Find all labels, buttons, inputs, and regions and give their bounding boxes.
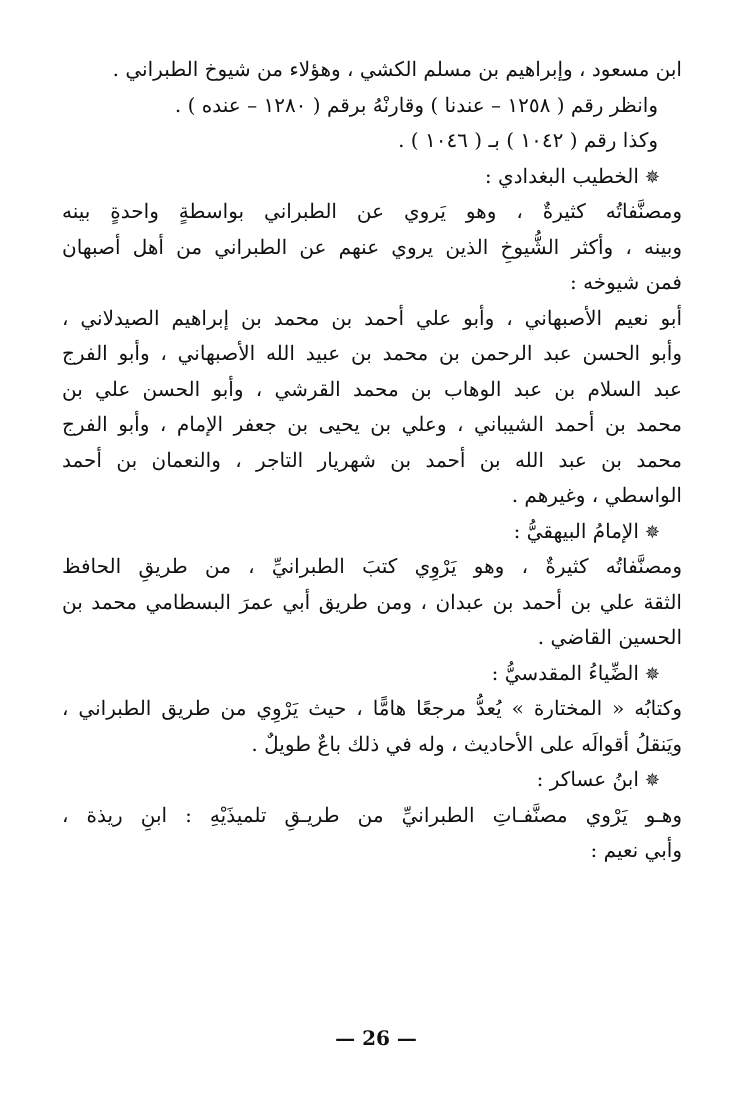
text-line: وأبو الحسن عبد الرحمن بن محمد بن عبيد الله الأصبهاني ، وأبو الفرج — [62, 341, 682, 365]
text-line: محمد بن أحمد الشيباني ، وعلي بن يحيى بن جعفر الإمام ، وأبو الفرج — [62, 412, 682, 436]
text-line: الحسين القاضي . — [537, 625, 682, 649]
heading-label: الضِّياءُ المقدسيُّ : — [491, 660, 639, 685]
text-line: ومصنَّفاتُه كثيرةٌ ، وهو يَرْوِي كتبَ الطبرانيِّ ، من طريقِ الحافظ — [62, 554, 682, 578]
page-number: — 26 — — [335, 1026, 417, 1050]
text-line: وكتابُه « المختارة » يُعدُّ مرجعًا هامًّا ، حيث يَرْوِي من طريق الطبراني ، — [62, 696, 682, 720]
page-body — [62, 52, 682, 869]
text-line: فمن شيوخه : — [569, 270, 682, 294]
heading-label: الإمامُ البيهقيُّ : — [513, 518, 639, 543]
text-line: ويَنقلُ أقوالَه على الأحاديث ، وله في ذلك باعٌ طويلٌ . — [251, 731, 682, 756]
heading-label: الخطيب البغدادي : — [484, 163, 639, 188]
text-line: محمد بن عبد الله بن أحمد بن شهريار التاجر ، والنعمان بن أحمد — [62, 447, 682, 472]
section-heading-ibn-asakir — [62, 762, 682, 798]
section-heading-diya — [62, 656, 682, 692]
star-bullet-icon: ✵ — [644, 663, 660, 685]
text-line: وأبي نعيم : — [590, 838, 682, 862]
star-bullet-icon: ✵ — [644, 770, 660, 791]
star-bullet-icon: ✵ — [644, 166, 660, 188]
text-line: أبو نعيم الأصبهاني ، وأبو علي أحمد بن محمد بن إبراهيم الصيدلاني ، — [62, 305, 682, 330]
text-line: الثقة علي بن أحمد بن عبدان ، ومن طريق أبي عمرَ البسطامي محمد بن — [62, 589, 682, 614]
text-line: وهـو يَرْوي مصنَّفـاتِ الطبرانيِّ من طريـقِ تلميذَيْهِ : ابنِ ريذة ، — [62, 802, 682, 827]
heading-label: ابنُ عساكر : — [536, 767, 639, 791]
text-line: ومصنَّفاتُه كثيرةٌ ، وهو يَروي عن الطبراني بواسطةٍ واحدةٍ بينه — [62, 199, 682, 223]
text-line: وانظر رقم ( ١٢٥٨ – عندنا ) وقارنْهُ برقم ( ١٢٨٠ – عنده ) . — [174, 92, 658, 117]
text-line: وبينه ، وأكثر الشُّيوخِ الذين يروي عنهم عن الطبراني من أهل أصبهان — [62, 234, 682, 259]
star-bullet-icon: ✵ — [644, 521, 660, 543]
section-heading-khatib — [62, 159, 682, 195]
text-line: وكذا رقم ( ١٠٤٢ ) بـ ( ١٠٤٦ ) . — [398, 128, 658, 152]
text-line: عبد السلام بن عبد الوهاب بن محمد القرشي ، وأبو الحسن علي بن — [62, 376, 682, 401]
text-line: ابن مسعود ، وإبراهيم بن مسلم الكشي ، وهؤلاء من شيوخ الطبراني . — [112, 57, 682, 81]
section-heading-bayhaqi — [62, 514, 682, 550]
text-line: الواسطي ، وغيرهم . — [511, 483, 682, 507]
